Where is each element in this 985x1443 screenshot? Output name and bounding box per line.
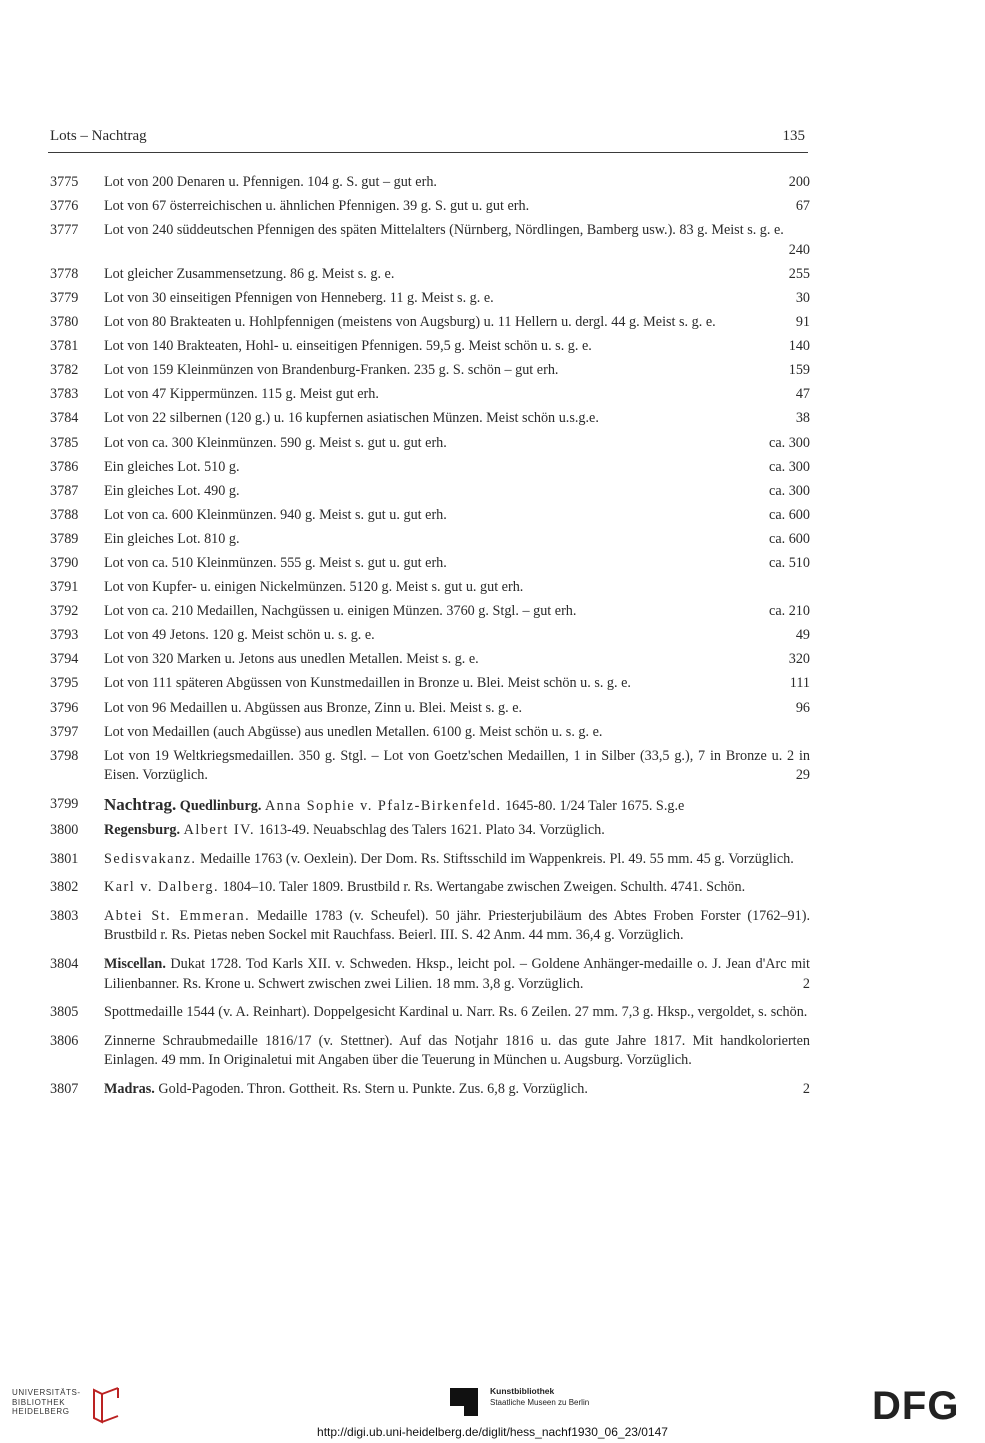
lot-entry: 3805 Spottmedaille 1544 (v. A. Reinhart). Doppelgesicht Kardinal u. Narr. Rs. 6 Zeilen. 27 mm. 7,3 g. Hksp., vergoldet, s. schön. [50,1004,808,1021]
lot-number: 3782 [50,362,79,379]
lot-number: 3791 [50,579,79,596]
lot-entry [50,361,810,381]
lot-description: Lot von 159 Kleinmünzen von Brandenburg-Franken. 235 g. S. schön – gut erh. [104,362,559,379]
lot-number: 3794 [50,651,79,668]
lot-number: 3797 [50,723,79,740]
lot-entry: 3803 Abtei St. Emmeran. Medaille 1783 (v. Scheufel). 50 jähr. Priesterjubiläum des Abtes Froben Forster (1762–91). Brustbild r. Rs. Pietas neben Sockel mit Rauchfass. Beierl. III. S. 42 Anm. 44 mm. 36,4 g. Vorzüglich. [50,907,811,944]
lot-list [50,173,810,1104]
lot-entry [50,626,810,646]
lot-entry [50,337,810,357]
lot-entry [50,173,810,193]
lot-entry [50,482,810,502]
lot-description: Lot von Kupfer- u. einigen Nickelmünzen. 5120 g. Meist s. gut u. gut erh. [104,579,524,596]
lot-entry: 3806 Zinnerne Schraubmedaille 1816/17 (v. Stettner). Auf das Notjahr 1816 u. das gute Jahre 1817. Mit handkolorierten Einlagen. 49 mm. In Originaletui mit Angaben über die Teuerung in München u. Augsburg. Vorzüglich. [50,1032,810,1069]
lot-number: 3785 [50,434,79,451]
digitization-footer [0,1370,985,1443]
place-heading: Quedlinburg. [179,797,262,814]
lot-description: Lot von 96 Medaillen u. Abgüssen aus Bronze, Zinn u. Blei. Meist s. g. e. [104,699,523,716]
lot-entry [50,530,810,550]
lot-price: 91 [795,314,810,331]
lot-number: 3786 [50,458,79,475]
lot-description: Lot von 67 österreichischen u. ähnlichen Pfennigen. 39 g. S. gut u. gut erh. [104,198,530,215]
lot-number: 3778 [50,265,79,282]
lot-number: 3790 [50,555,79,571]
lot-number: 3776 [50,198,79,215]
lot-entry [50,650,810,670]
lot-number: 3780 [50,314,79,331]
running-title: Lots – Nachtrag [50,128,147,144]
place-heading: Miscellan. [104,956,166,972]
lot-price: 111 [789,675,810,692]
lot-number: 3775 [50,174,79,190]
lot-price: 320 [788,651,810,668]
lot-description: Lot von ca. 210 Medaillen, Nachgüssen u. einigen Münzen. 3760 g. Stgl. – gut erh. [104,603,577,620]
place-heading: Madras. [104,1080,155,1097]
lot-description: Lot von ca. 300 Kleinmünzen. 590 g. Meist s. gut u. gut erh. [104,434,447,451]
ruler-name: Albert IV. [183,822,256,839]
lot-entry [50,674,810,694]
lot-description: Lot von Medaillen (auch Abgüsse) aus unedlen Metallen. 6100 g. Meist schön u. s. g. e. [104,723,603,740]
lot-number: 3793 [50,627,79,644]
lot-price: 67 [795,198,810,215]
lot-number: 3783 [50,386,79,403]
dfg-logo: DFG [872,1384,960,1428]
lot-entry [50,699,810,719]
lot-number: 3787 [50,482,79,499]
lot-description: Lot von 30 einseitigen Pfennigen von Henneberg. 11 g. Meist s. g. e. [104,289,494,306]
lot-description: Lot von ca. 510 Kleinmünzen. 555 g. Meist s. gut u. gut erh. [104,555,447,571]
lot-description: Lot von 320 Marken u. Jetons aus unedlen Metallen. Meist s. g. e. [104,651,479,668]
lot-price: 255 [788,265,810,282]
lot-number: 3788 [50,506,79,523]
kunstbibliothek-logo-text: Kunstbibliothek Staatliche Museen zu Berlin [490,1386,590,1407]
lot-number: 3779 [50,289,79,306]
lot-price: 49 [795,627,810,644]
ruler-name: Anna Sophie v. Pfalz-Birkenfeld. [264,797,502,814]
lot-entry [50,409,810,429]
lot-price: 30 [795,289,810,306]
lot-number: 3789 [50,530,79,547]
lot-price: 96 [795,699,810,716]
section-heading: Nachtrag. [104,794,177,814]
lot-price: 2 [802,1080,810,1097]
lot-number: 3781 [50,338,79,355]
lot-entry [50,747,810,786]
lot-price: 38 [795,410,810,427]
lot-entry [50,313,810,333]
lot-description: Ein gleiches Lot. 490 g. [104,482,240,499]
lot-number: 3795 [50,675,79,692]
lot-number: 3792 [50,603,79,620]
lot-entry: 3804 Miscellan. Dukat 1728. Tod Karls XII. v. Schweden. Hksp., leicht pol. – Goldene Anhänger-medaille o. J. Jean d'Arc mit Lilienbanner. Rs. Krone u. Schwert zwischen zwei Lilien. 18 mm. 3,8 g. Vorzüglich. 2 [50,955,810,994]
lot-price: ca. 600 [769,530,810,547]
place-heading: Regensburg. [104,822,181,839]
lot-entry: 3802 Karl v. Dalberg. 1804–10. Taler 1809. Brustbild r. Rs. Wertangabe zwischen Zweigen. Schulth. 4741. Schön. [50,879,746,896]
page-number: 135 [782,128,805,144]
lot-price: ca. 300 [769,458,810,475]
lot-price: 159 [788,362,810,379]
lot-number: 3777 [50,222,79,239]
lot-entry [50,578,810,598]
lot-entry [50,554,810,574]
lot-price: ca. 510 [769,555,810,571]
lot-description: Ein gleiches Lot. 510 g. [104,458,240,475]
lot-number: 3784 [50,410,79,427]
source-url[interactable]: http://digi.ub.uni-heidelberg.de/diglit/hess_nachf1930_06_23/0147 [317,1425,668,1439]
lot-number: 3798 [50,747,79,764]
lot-price: 200 [788,174,810,190]
lot-entry [50,602,810,622]
lot-number: 3796 [50,699,79,716]
kunstbibliothek-logo-icon [450,1388,478,1416]
lot-price: 47 [795,386,810,403]
lot-entry: 3799 Nachtrag. Quedlinburg. Anna Sophie v. Pfalz-Birkenfeld. 1645-80. 1/24 Taler 1675. S.g.e [50,794,685,814]
lot-description: Lot von 240 süddeutschen Pfennigen des späten Mittelalters (Nürnberg, Nördlingen, Bamberg usw.). 83 g. Meist s. g. e. [104,222,784,239]
header-rule [48,152,808,153]
lot-description: Lot von 19 Weltkriegsmedaillen. 350 g. Stgl. – Lot von Goetz'schen Medaillen, 1 in Silber (33,5 g.), 7 in Bronze u. 2 in Eisen. Vorzüglich. [104,747,810,784]
lot-price: 240 [788,241,810,258]
ruler-name: Abtei St. Emmeran. [104,907,251,924]
lot-entry [50,289,810,309]
lot-description: Lot von 80 Brakteaten u. Hohlpfennigen (meistens von Augsburg) u. 11 Hellern u. dergl. 44 g. Meist s. g. e. [104,314,716,331]
lot-description: Ein gleiches Lot. 810 g. [104,530,240,547]
lot-entry: 3807 Madras. Gold-Pagoden. Thron. Gottheit. Rs. Stern u. Punkte. Zus. 6,8 g. Vorzüglich. 2 [50,1080,810,1100]
ruler-name: Sedisvakanz. [104,850,197,867]
lot-price: ca. 210 [769,603,810,620]
lot-entry [50,723,810,743]
lot-description: Lot von 47 Kippermünzen. 115 g. Meist gut erh. [104,386,379,403]
lot-entry [50,458,810,478]
lot-price: ca. 300 [769,482,810,499]
lot-price: 2 [802,975,810,992]
lot-price: 29 [795,767,810,784]
lot-description: Lot von 49 Jetons. 120 g. Meist schön u. s. g. e. [104,627,375,644]
lot-entry [50,385,810,405]
lot-entry [50,265,810,285]
lot-description: Lot von 22 silbernen (120 g.) u. 16 kupfernen asiatischen Münzen. Meist schön u.s.g.e. [104,410,599,427]
lot-price: ca. 600 [769,506,810,523]
lot-description: Lot von ca. 600 Kleinmünzen. 940 g. Meist s. gut u. gut erh. [104,506,447,523]
lot-description: Lot von 111 späteren Abgüssen von Kunstmedaillen in Bronze u. Blei. Meist schön u. s. g. e. [104,675,631,692]
uni-heidelberg-logo-icon [90,1384,124,1424]
lot-entry: 3800 Regensburg. Albert IV. 1613-49. Neuabschlag des Talers 1621. Plato 34. Vorzüglich. [50,822,605,839]
lot-entry [50,197,810,217]
lot-description: Lot von 200 Denaren u. Pfennigen. 104 g. S. gut – gut erh. [104,174,437,190]
lot-description: Lot gleicher Zusammensetzung. 86 g. Meist s. g. e. [104,265,395,282]
lot-entry [50,434,810,454]
simple-lot-group [50,173,810,786]
ruler-name: Karl v. Dalberg. [104,879,220,896]
lot-entry [50,221,810,260]
lot-description: Lot von 140 Brakteaten, Hohl- u. einseitigen Pfennigen. 59,5 g. Meist schön u. s. g. e. [104,338,592,355]
lot-entry [50,506,810,526]
lot-price: ca. 300 [769,434,810,451]
uni-heidelberg-logo-text: UNIVERSITÄTS- BIBLIOTHEK HEIDELBERG [12,1388,81,1416]
running-header [50,128,805,145]
lot-entry: 3801 Sedisvakanz. Medaille 1763 (v. Oexlein). Der Dom. Rs. Stiftsschild im Wappenkreis. Pl. 49. 55 mm. 45 g. Vorzüglich. [50,850,794,867]
lot-price: 140 [788,338,810,355]
